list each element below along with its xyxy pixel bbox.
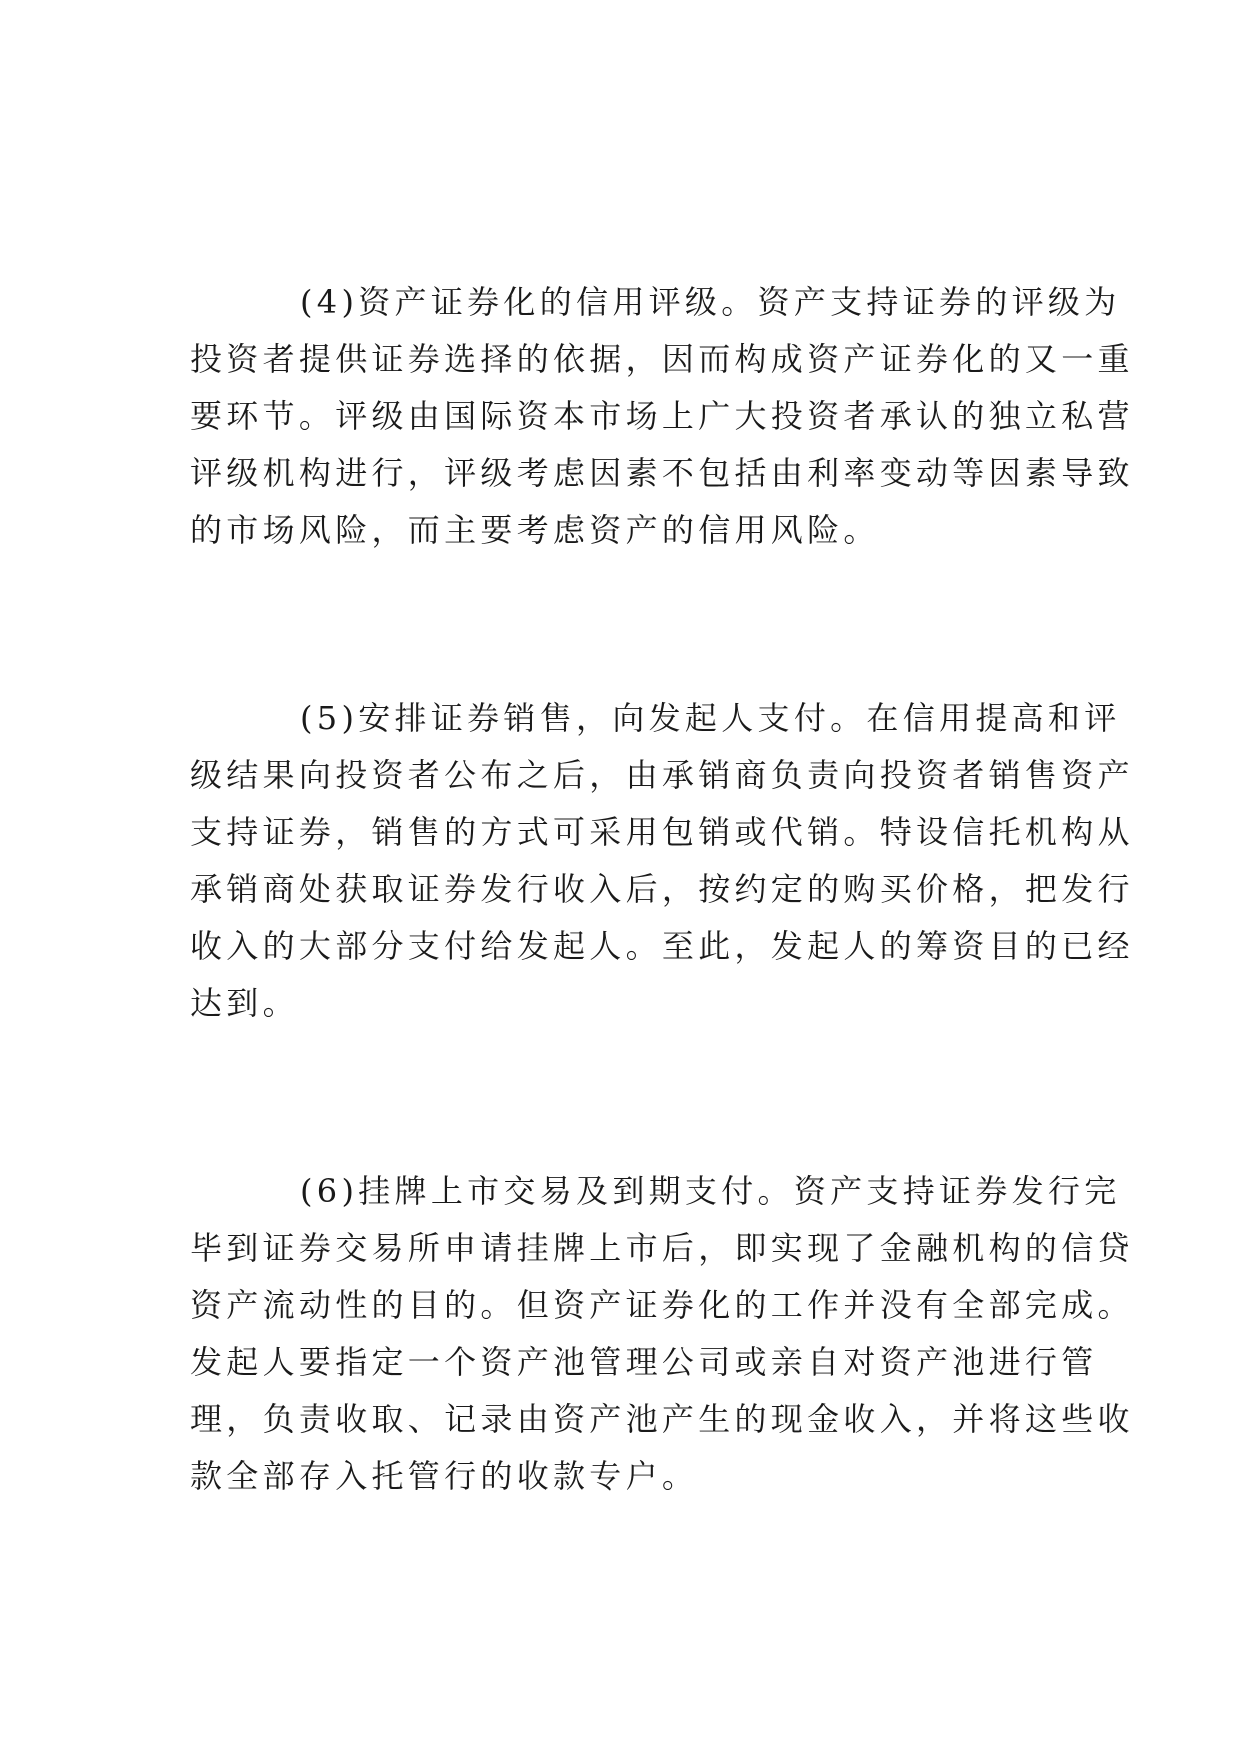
paragraph-securities-sale xyxy=(190,690,1134,1032)
paragraph-credit-rating xyxy=(190,274,1134,559)
paragraph-line: 要环节。评级由国际资本市场上广大投资者承认的独立私营 xyxy=(190,397,1134,435)
paragraph-line: (6)挂牌上市交易及到期支付。资产支持证券发行完 xyxy=(300,1172,1121,1210)
paragraph-line: 毕到证券交易所申请挂牌上市后，即实现了金融机构的信贷 xyxy=(190,1229,1134,1267)
paragraph-line: (5)安排证券销售，向发起人支付。在信用提高和评 xyxy=(300,699,1121,737)
paragraph-line: 支持证券，销售的方式可采用包销或代销。特设信托机构从 xyxy=(190,813,1134,851)
paragraph-line: 投资者提供证券选择的依据，因而构成资产证券化的又一重 xyxy=(190,340,1134,378)
paragraph-line: 评级机构进行，评级考虑因素不包括由利率变动等因素导致 xyxy=(190,454,1134,492)
paragraph-line: 级结果向投资者公布之后，由承销商负责向投资者销售资产 xyxy=(190,756,1134,794)
paragraph-line: 达到。 xyxy=(190,984,299,1022)
paragraph-line: (4)资产证券化的信用评级。资产支持证券的评级为 xyxy=(300,283,1121,321)
paragraph-line: 收入的大部分支付给发起人。至此，发起人的筹资目的已经 xyxy=(190,927,1134,965)
paragraph-line: 款全部存入托管行的收款专户。 xyxy=(190,1457,699,1495)
paragraph-line: 承销商处获取证券发行收入后，按约定的购买价格，把发行 xyxy=(190,870,1134,908)
paragraph-line: 资产流动性的目的。但资产证券化的工作并没有全部完成。 xyxy=(190,1286,1134,1324)
paragraph-line: 的市场风险，而主要考虑资产的信用风险。 xyxy=(190,511,880,549)
paragraph-line: 发起人要指定一个资产池管理公司或亲自对资产池进行管 xyxy=(190,1343,1098,1381)
paragraph-line: 理，负责收取、记录由资产池产生的现金收入，并将这些收 xyxy=(190,1400,1134,1438)
paragraph-listing-and-payment xyxy=(190,1163,1134,1505)
